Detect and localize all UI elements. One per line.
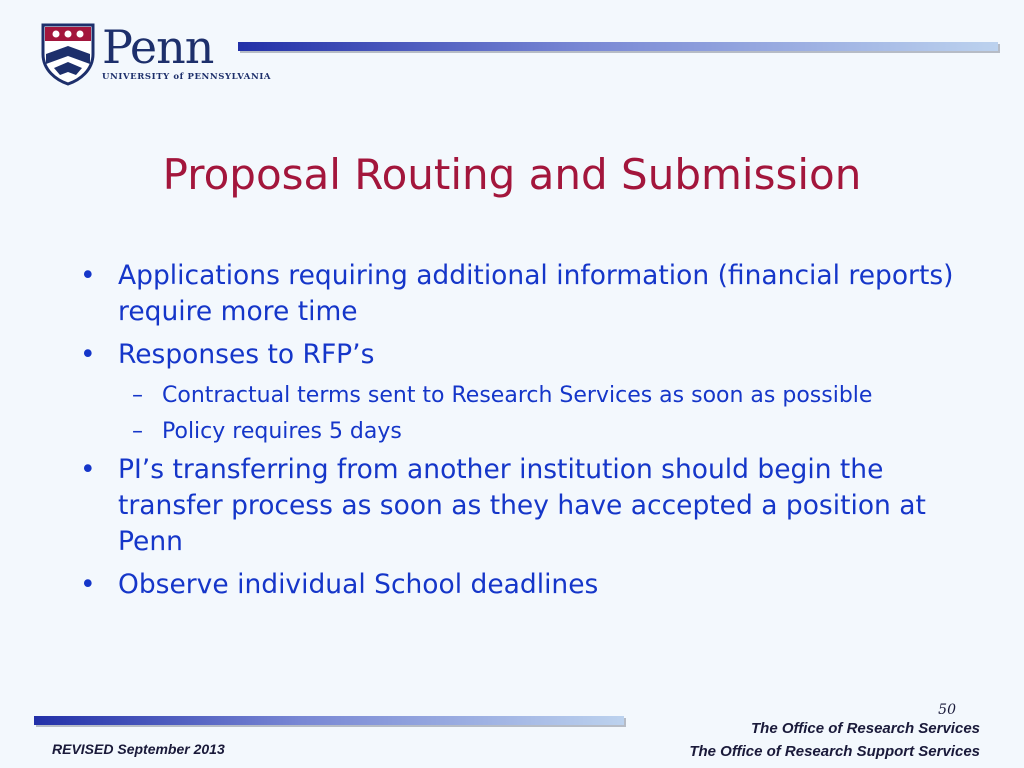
sub-bullet-marker: – [132,419,143,444]
sub-bullet-item [80,416,960,447]
bullet-item [80,452,960,560]
sub-bullet-marker: – [132,383,143,408]
bullet-marker: • [80,339,96,370]
slide-title: Proposal Routing and Submission [162,150,862,199]
logo-subtitle: UNIVERSITY of PENNSYLVANIA [102,72,272,82]
office-name-2: The Office of Research Support Services [689,743,980,760]
bullet-item [80,337,960,373]
penn-shield-icon [40,22,96,86]
bullet-text: Responses to RFP’s [118,339,375,370]
penn-logo [40,20,272,88]
revised-date: REVISED September 2013 [52,741,225,757]
bullet-item [80,258,960,330]
office-name-1: The Office of Research Services [751,720,980,737]
sub-bullet-item [80,380,960,411]
slide-content [80,258,960,610]
sub-bullet-text: Policy requires 5 days [162,419,402,444]
bullet-item [80,567,960,603]
bullet-marker: • [80,454,96,485]
bullet-text: Applications requiring additional information (financial reports) require more time [118,260,954,327]
bullet-text: PI’s transferring from another institution should begin the transfer process as soon as they have accepted a position at Penn [118,454,926,557]
footer-bar [34,716,624,725]
header-bar [238,42,998,51]
sub-bullet-text: Contractual terms sent to Research Services as soon as possible [162,383,873,408]
slide-number: 50 [938,702,956,718]
bullet-marker: • [80,569,96,600]
logo-wordmark: Penn [102,20,214,74]
bullet-marker: • [80,260,96,291]
bullet-text: Observe individual School deadlines [118,569,599,600]
